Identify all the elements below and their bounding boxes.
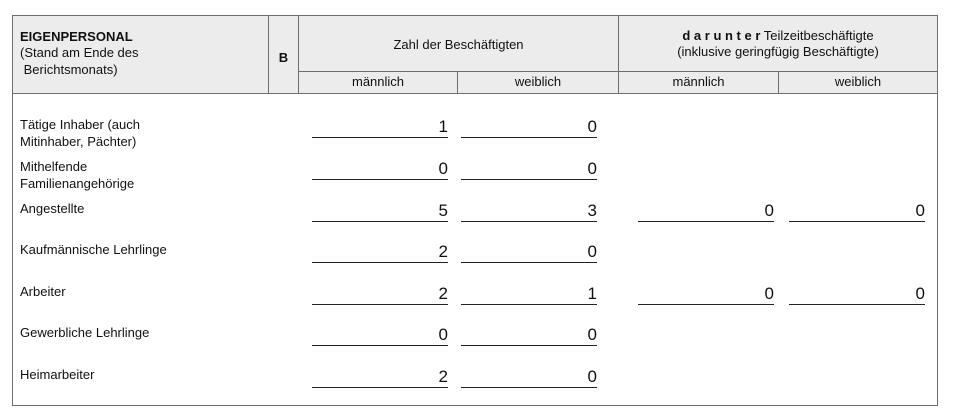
value-field-weiblich[interactable]: 3 [461,200,597,222]
row-label: Angestellte [20,201,85,216]
value-field-teilzeit-weiblich[interactable]: 0 [789,200,925,222]
b-column-header: B [278,50,289,65]
value-field-weiblich[interactable]: 0 [461,116,597,138]
row-label: Kaufmännische Lehrlinge [20,242,167,257]
row-label: Tätige Inhaber (auch [20,117,140,132]
table-subtitle-line2: Berichtsmonats) [20,62,118,77]
value-field-maennlich[interactable]: 2 [312,283,448,305]
zahl-header: Zahl der Beschäftigten [393,37,524,52]
col-header-maennlich-2: männlich [672,74,725,89]
row-label: Heimarbeiter [20,367,95,382]
row-label: Gewerbliche Lehrlinge [20,325,150,340]
value-field-maennlich[interactable]: 5 [312,200,448,222]
value-field-maennlich[interactable]: 0 [312,158,448,180]
value-field-maennlich[interactable]: 2 [312,241,448,263]
value-field-teilzeit-maennlich[interactable]: 0 [638,200,774,222]
darunter-label: d a r u n t e r [682,28,761,43]
value-field-weiblich[interactable]: 0 [461,158,597,180]
row-label: Arbeiter [20,284,66,299]
value-field-teilzeit-weiblich[interactable]: 0 [789,283,925,305]
value-field-maennlich[interactable]: 0 [312,324,448,346]
table-title: EIGENPERSONAL [20,29,133,44]
row-label-line2: Familienangehörige [20,176,135,191]
teilzeit-label: Teilzeitbeschäftigte [760,28,874,43]
header-subrow-line [298,71,937,72]
row-label-line2: Mitinhaber, Pächter) [20,134,137,149]
inklusive-header: (inklusive geringfügig Beschäftigte) [677,44,879,59]
eigenpersonal-table [12,15,938,406]
col-header-weiblich-1: weiblich [514,74,562,89]
value-field-weiblich[interactable]: 0 [461,324,597,346]
col-header-weiblich-2: weiblich [834,74,882,89]
value-field-weiblich[interactable]: 0 [461,241,597,263]
value-field-maennlich[interactable]: 1 [312,116,448,138]
col-header-maennlich-1: männlich [351,74,405,89]
table-subtitle-line1: (Stand am Ende des [20,45,139,60]
value-field-weiblich[interactable]: 1 [461,283,597,305]
row-label: Mithelfende [20,159,88,174]
value-field-maennlich[interactable]: 2 [312,366,448,388]
header-bottom-line [13,93,937,94]
value-field-weiblich[interactable]: 0 [461,366,597,388]
teilzeit-header [619,28,937,44]
value-field-teilzeit-maennlich[interactable]: 0 [638,283,774,305]
